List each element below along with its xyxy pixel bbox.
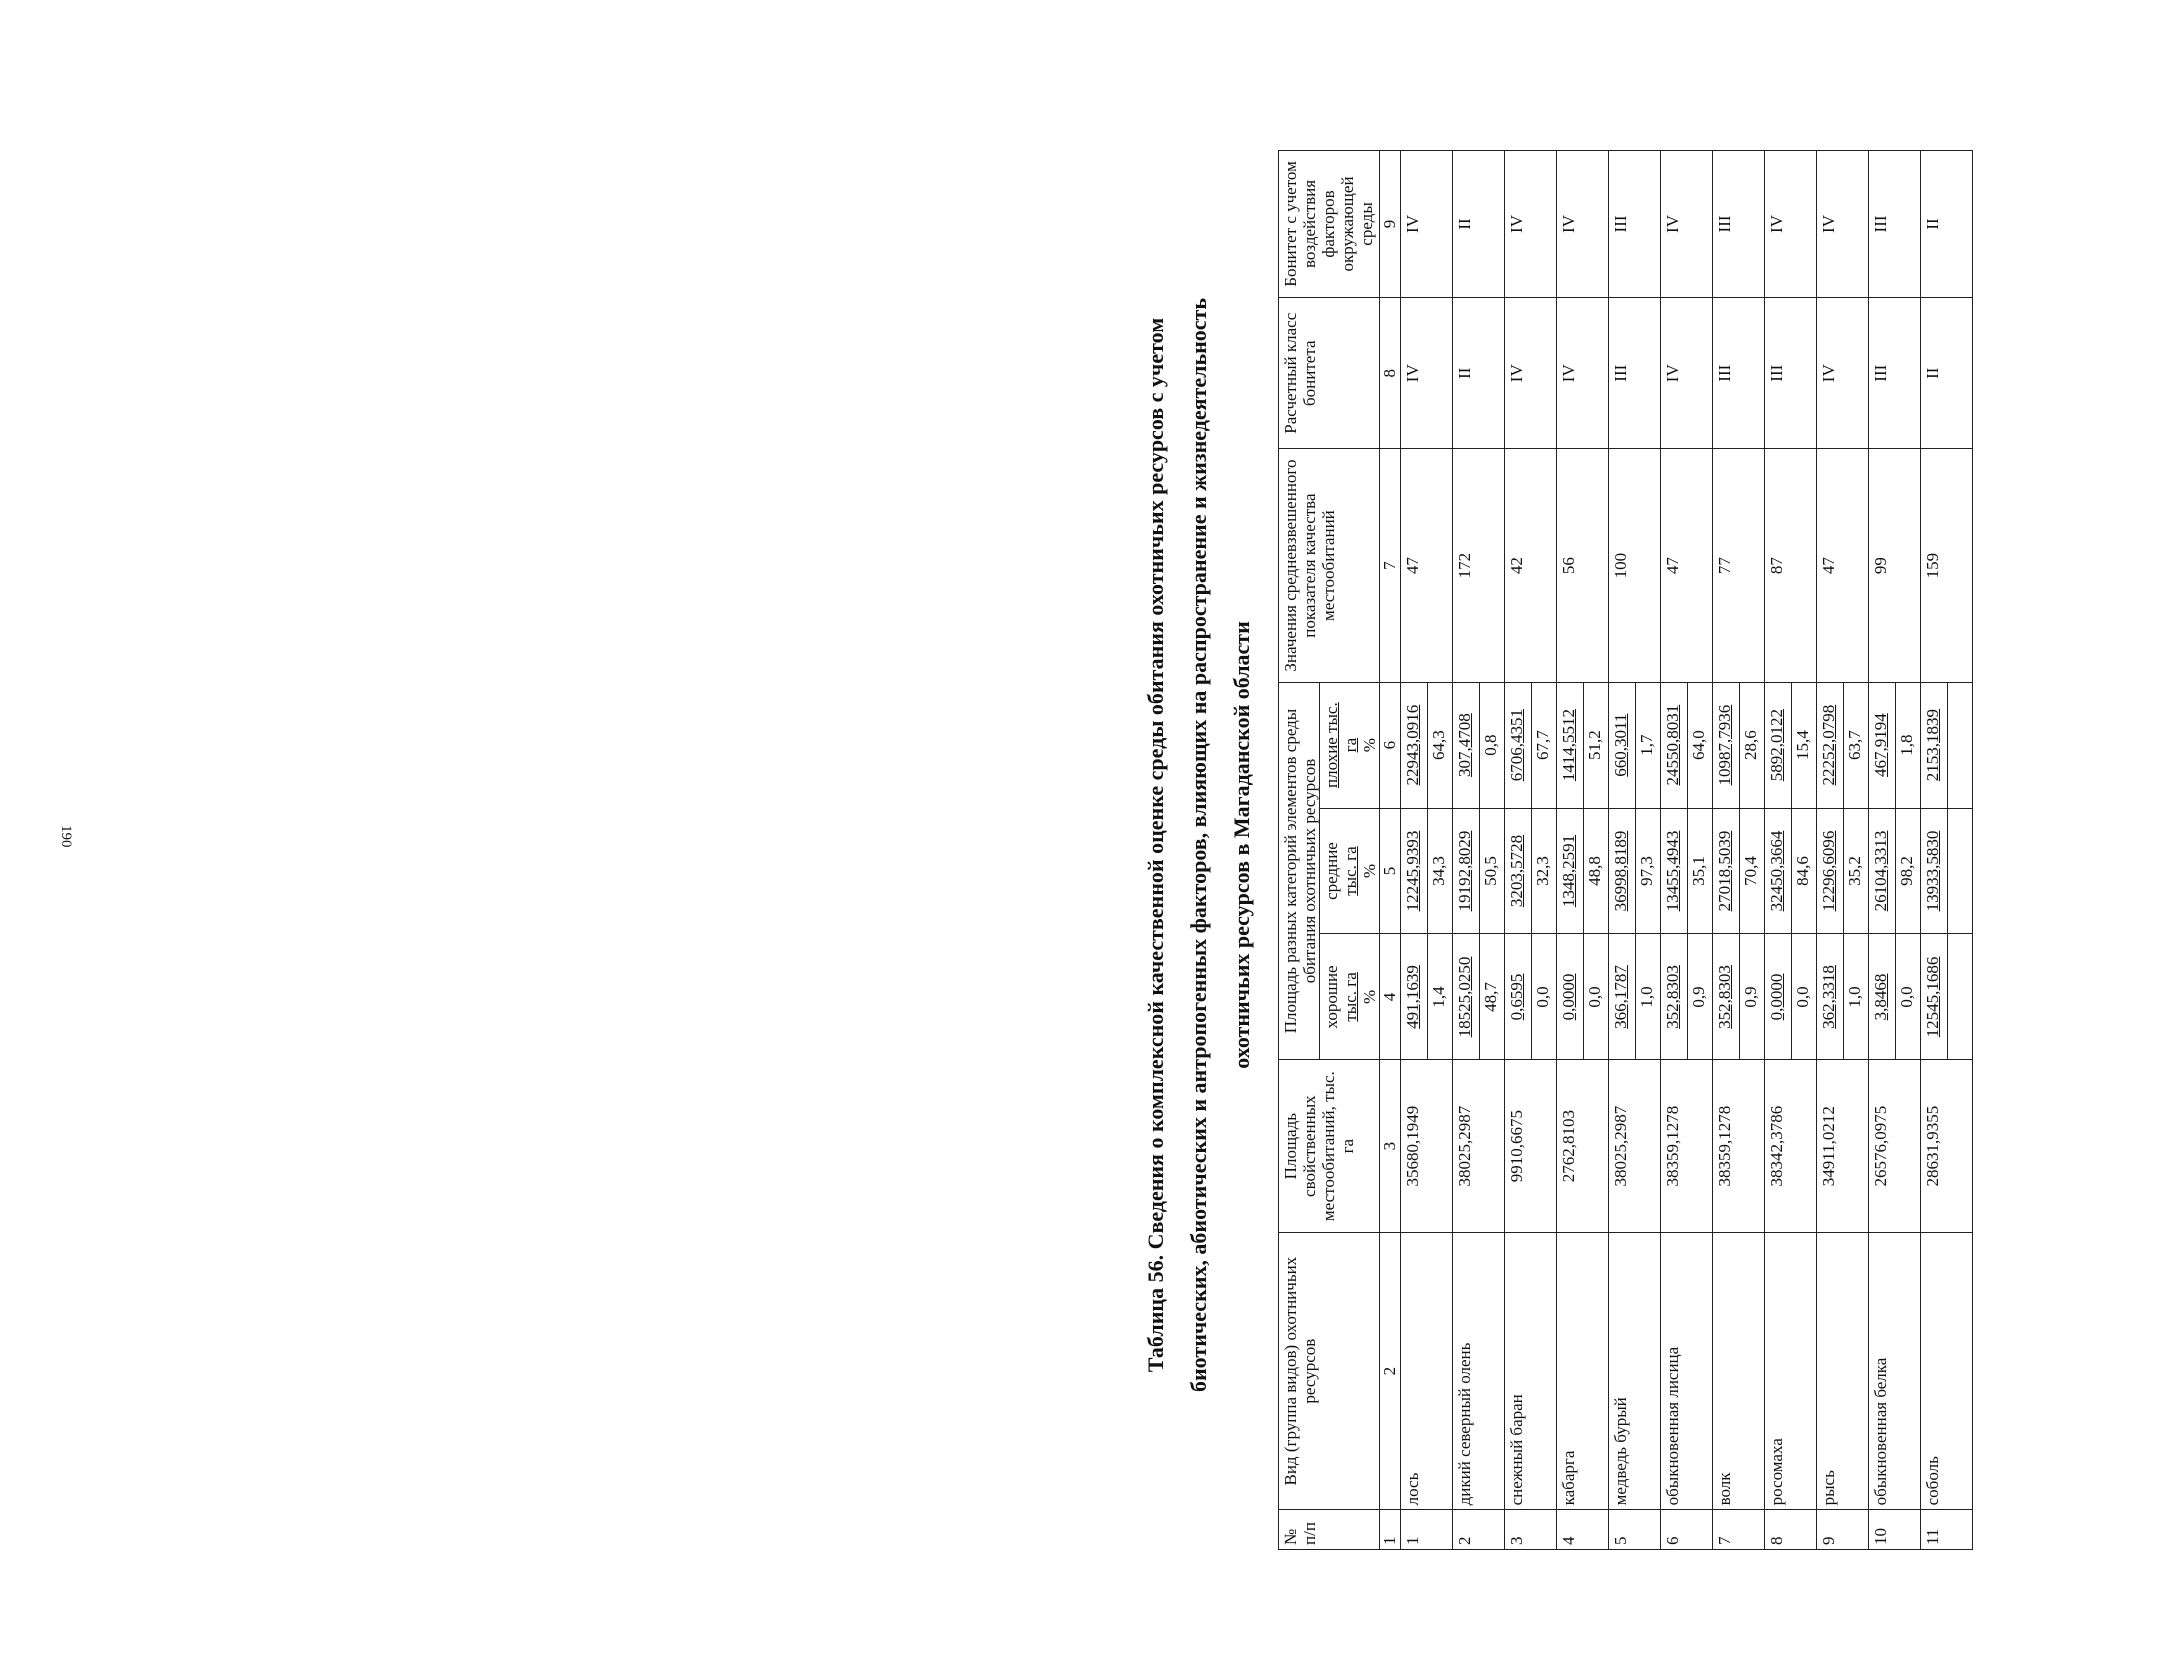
species-name: кабарга <box>1557 1232 1609 1509</box>
medium-area: 32450,3664 <box>1765 808 1792 934</box>
bonitet-class: III <box>1765 297 1817 449</box>
weighted-value: 159 <box>1921 449 1973 682</box>
table-row <box>1609 151 1636 1550</box>
habitat-area: 38342,3786 <box>1765 1060 1817 1233</box>
bad-pct: 15,4 <box>1792 682 1817 808</box>
row-number: 3 <box>1505 1510 1557 1550</box>
medium-pct: 70,4 <box>1740 808 1765 934</box>
bonitet-adjusted: III <box>1609 151 1661 298</box>
habitat-area: 38359,1278 <box>1713 1060 1765 1233</box>
header-weighted: Значения средневзвешенного показателя качества местообитаний <box>1279 449 1380 682</box>
species-name: рысь <box>1817 1232 1869 1509</box>
medium-pct: 32,3 <box>1532 808 1557 934</box>
header-good <box>1320 934 1380 1060</box>
header-bonitet: Бонитет с учетом воздействия факторов окружающей среды <box>1279 151 1380 298</box>
bad-area: 2153,1839 <box>1921 682 1948 808</box>
table-row <box>1401 151 1428 1550</box>
bonitet-adjusted: III <box>1869 151 1921 298</box>
bonitet-class: IV <box>1661 297 1713 449</box>
weighted-value: 47 <box>1401 449 1453 682</box>
good-area: 3,8468 <box>1869 934 1896 1060</box>
table-row <box>1921 151 1948 1550</box>
bad-area: 10987,7936 <box>1713 682 1740 808</box>
habitat-area: 9910,6675 <box>1505 1060 1557 1233</box>
header-bad-pct: % <box>1360 738 1379 753</box>
col-index: 4 <box>1380 934 1401 1060</box>
title-line-1: Таблица 56. Сведения о комплексной качественной оценке среды обитания охотничьих ресурсов с учетом <box>1143 317 1168 1373</box>
col-index: 6 <box>1380 682 1401 808</box>
bad-pct: 28,6 <box>1740 682 1765 808</box>
rotated-page-content <box>1130 130 2180 1560</box>
bad-pct <box>1948 682 1973 808</box>
weighted-value: 172 <box>1453 449 1505 682</box>
table-row <box>1661 151 1688 1550</box>
header-class: Расчетный класс бонитета <box>1279 297 1380 449</box>
row-number: 4 <box>1557 1510 1609 1550</box>
habitat-area: 2762,8103 <box>1557 1060 1609 1233</box>
bonitet-adjusted: IV <box>1401 151 1453 298</box>
good-area: 0,0000 <box>1765 934 1792 1060</box>
header-medium <box>1320 808 1380 934</box>
bad-pct: 63,7 <box>1844 682 1869 808</box>
medium-pct: 48,8 <box>1584 808 1609 934</box>
col-index: 1 <box>1380 1510 1401 1550</box>
header-good-label: хорошие <box>1322 965 1341 1029</box>
good-pct <box>1948 934 1973 1060</box>
table-row <box>1817 151 1844 1550</box>
table-row <box>1765 151 1792 1550</box>
medium-pct: 97,3 <box>1636 808 1661 934</box>
table-row <box>1713 151 1740 1550</box>
bonitet-class: IV <box>1401 297 1453 449</box>
species-name: обыкновенная белка <box>1869 1232 1921 1509</box>
bonitet-class: IV <box>1817 297 1869 449</box>
bonitet-adjusted: IV <box>1557 151 1609 298</box>
good-area: 366,1787 <box>1609 934 1636 1060</box>
bonitet-adjusted: II <box>1453 151 1505 298</box>
weighted-value: 100 <box>1609 449 1661 682</box>
row-number: 8 <box>1765 1510 1817 1550</box>
title-line-2: биотических, абиотических и антропогенных факторов, влияющих на распространение и жизнедеятельность <box>1186 298 1211 1392</box>
row-number: 1 <box>1401 1510 1453 1550</box>
good-pct: 1,0 <box>1636 934 1661 1060</box>
bad-pct: 1,7 <box>1636 682 1661 808</box>
row-number: 2 <box>1453 1510 1505 1550</box>
good-pct: 1,4 <box>1428 934 1453 1060</box>
bad-pct: 64,0 <box>1688 682 1713 808</box>
habitat-area: 26576,0975 <box>1869 1060 1921 1233</box>
bad-pct: 51,2 <box>1584 682 1609 808</box>
medium-area: 27018,5039 <box>1713 808 1740 934</box>
weighted-value: 47 <box>1661 449 1713 682</box>
species-name: росомаха <box>1765 1232 1817 1509</box>
header-bad <box>1320 682 1380 808</box>
medium-area: 1348,2591 <box>1557 808 1584 934</box>
bad-area: 22252,0798 <box>1817 682 1844 808</box>
col-index: 9 <box>1380 151 1401 298</box>
header-species: Вид (группа видов) охотничьих ресурсов <box>1279 1232 1380 1509</box>
weighted-value: 56 <box>1557 449 1609 682</box>
habitat-area: 38025,2987 <box>1453 1060 1505 1233</box>
bad-area: 660,3011 <box>1609 682 1636 808</box>
good-pct: 48,7 <box>1480 934 1505 1060</box>
bad-area: 22943,0916 <box>1401 682 1428 808</box>
good-pct: 0,0 <box>1896 934 1921 1060</box>
bad-area: 5892,0122 <box>1765 682 1792 808</box>
bonitet-adjusted: III <box>1713 151 1765 298</box>
bad-pct: 1,8 <box>1896 682 1921 808</box>
good-pct: 0,0 <box>1532 934 1557 1060</box>
table-title <box>1134 140 1263 1550</box>
weighted-value: 99 <box>1869 449 1921 682</box>
bonitet-adjusted: IV <box>1505 151 1557 298</box>
col-index: 5 <box>1380 808 1401 934</box>
row-number: 9 <box>1817 1510 1869 1550</box>
good-area: 18525,0250 <box>1453 934 1480 1060</box>
medium-pct: 34,3 <box>1428 808 1453 934</box>
table-row <box>1869 151 1896 1550</box>
good-pct: 0,9 <box>1740 934 1765 1060</box>
bonitet-class: IV <box>1505 297 1557 449</box>
weighted-value: 77 <box>1713 449 1765 682</box>
table-row <box>1557 151 1584 1550</box>
good-pct: 0,9 <box>1688 934 1713 1060</box>
bonitet-class: III <box>1609 297 1661 449</box>
col-index: 2 <box>1380 1232 1401 1509</box>
species-name: обыкновенная лисица <box>1661 1232 1713 1509</box>
medium-area: 19192,8029 <box>1453 808 1480 934</box>
title-line-3: охотничьих ресурсов в Магаданской области <box>1229 621 1254 1069</box>
table-row <box>1453 151 1480 1550</box>
medium-pct <box>1948 808 1973 934</box>
good-area: 12545,1686 <box>1921 934 1948 1060</box>
habitat-area: 38025,2987 <box>1609 1060 1661 1233</box>
medium-pct: 98,2 <box>1896 808 1921 934</box>
medium-pct: 50,5 <box>1480 808 1505 934</box>
medium-area: 26104,3313 <box>1869 808 1896 934</box>
bad-pct: 0,8 <box>1480 682 1505 808</box>
header-medium-unit: тыс. га <box>1341 846 1360 896</box>
bonitet-adjusted: IV <box>1661 151 1713 298</box>
weighted-value: 42 <box>1505 449 1557 682</box>
bonitet-class: III <box>1869 297 1921 449</box>
species-name: соболь <box>1921 1232 1973 1509</box>
row-number: 10 <box>1869 1510 1921 1550</box>
bad-area: 24550,8031 <box>1661 682 1688 808</box>
medium-area: 13933,5830 <box>1921 808 1948 934</box>
good-pct: 0,0 <box>1792 934 1817 1060</box>
medium-area: 36998,8189 <box>1609 808 1636 934</box>
row-number: 7 <box>1713 1510 1765 1550</box>
table-body <box>1401 151 1973 1550</box>
bad-area: 6706,4351 <box>1505 682 1532 808</box>
header-medium-label: средние <box>1322 842 1341 900</box>
bad-area: 467,9194 <box>1869 682 1896 808</box>
good-area: 491,1639 <box>1401 934 1428 1060</box>
species-name: снежный баран <box>1505 1232 1557 1509</box>
bad-area: 1414,5512 <box>1557 682 1584 808</box>
bonitet-adjusted: IV <box>1817 151 1869 298</box>
header-good-unit: тыс. га <box>1341 972 1360 1022</box>
weighted-value: 47 <box>1817 449 1869 682</box>
good-area: 0,0000 <box>1557 934 1584 1060</box>
medium-area: 3203,5728 <box>1505 808 1532 934</box>
row-number: 6 <box>1661 1510 1713 1550</box>
bad-area: 307,4708 <box>1453 682 1480 808</box>
bonitet-class: II <box>1921 297 1973 449</box>
medium-area: 12296,6096 <box>1817 808 1844 934</box>
bad-pct: 67,7 <box>1532 682 1557 808</box>
species-name: дикий северный олень <box>1453 1232 1505 1509</box>
species-name: лось <box>1401 1232 1453 1509</box>
medium-area: 12245,9393 <box>1401 808 1428 934</box>
header-bad-unit: га <box>1341 737 1360 753</box>
bonitet-class: IV <box>1557 297 1609 449</box>
column-index-row <box>1380 151 1401 1550</box>
good-pct: 0,0 <box>1584 934 1609 1060</box>
medium-pct: 35,2 <box>1844 808 1869 934</box>
header-categories: Площадь разных категорий элементов среды обитания охотничьих ресурсов <box>1279 682 1320 1060</box>
bonitet-adjusted: IV <box>1765 151 1817 298</box>
row-number: 5 <box>1609 1510 1661 1550</box>
header-bad-label: плохие тыс. <box>1322 702 1341 788</box>
page-number: 190 <box>58 825 74 848</box>
good-area: 362,3318 <box>1817 934 1844 1060</box>
medium-pct: 84,6 <box>1792 808 1817 934</box>
habitat-area: 28631,9355 <box>1921 1060 1973 1233</box>
col-index: 3 <box>1380 1060 1401 1233</box>
good-pct: 1,0 <box>1844 934 1869 1060</box>
table-row <box>1505 151 1532 1550</box>
habitat-quality-table <box>1278 150 1973 1550</box>
habitat-area: 35680,1949 <box>1401 1060 1453 1233</box>
bonitet-adjusted: II <box>1921 151 1973 298</box>
header-medium-pct: % <box>1360 863 1379 879</box>
medium-area: 13455,4943 <box>1661 808 1688 934</box>
weighted-value: 87 <box>1765 449 1817 682</box>
good-area: 352,8303 <box>1713 934 1740 1060</box>
bad-pct: 64,3 <box>1428 682 1453 808</box>
header-good-pct: % <box>1360 989 1379 1005</box>
col-index: 8 <box>1380 297 1401 449</box>
bonitet-class: III <box>1713 297 1765 449</box>
species-name: волк <box>1713 1232 1765 1509</box>
header-area: Площадь свойственных местообитаний, тыс. га <box>1279 1060 1380 1233</box>
col-index: 7 <box>1380 449 1401 682</box>
medium-pct: 35,1 <box>1688 808 1713 934</box>
species-name: медведь бурый <box>1609 1232 1661 1509</box>
habitat-area: 34911,0212 <box>1817 1060 1869 1233</box>
habitat-area: 38359,1278 <box>1661 1060 1713 1233</box>
bonitet-class: II <box>1453 297 1505 449</box>
row-number: 11 <box>1921 1510 1973 1550</box>
good-area: 352,8303 <box>1661 934 1688 1060</box>
good-area: 0,6595 <box>1505 934 1532 1060</box>
header-num: № п/п <box>1279 1510 1380 1550</box>
